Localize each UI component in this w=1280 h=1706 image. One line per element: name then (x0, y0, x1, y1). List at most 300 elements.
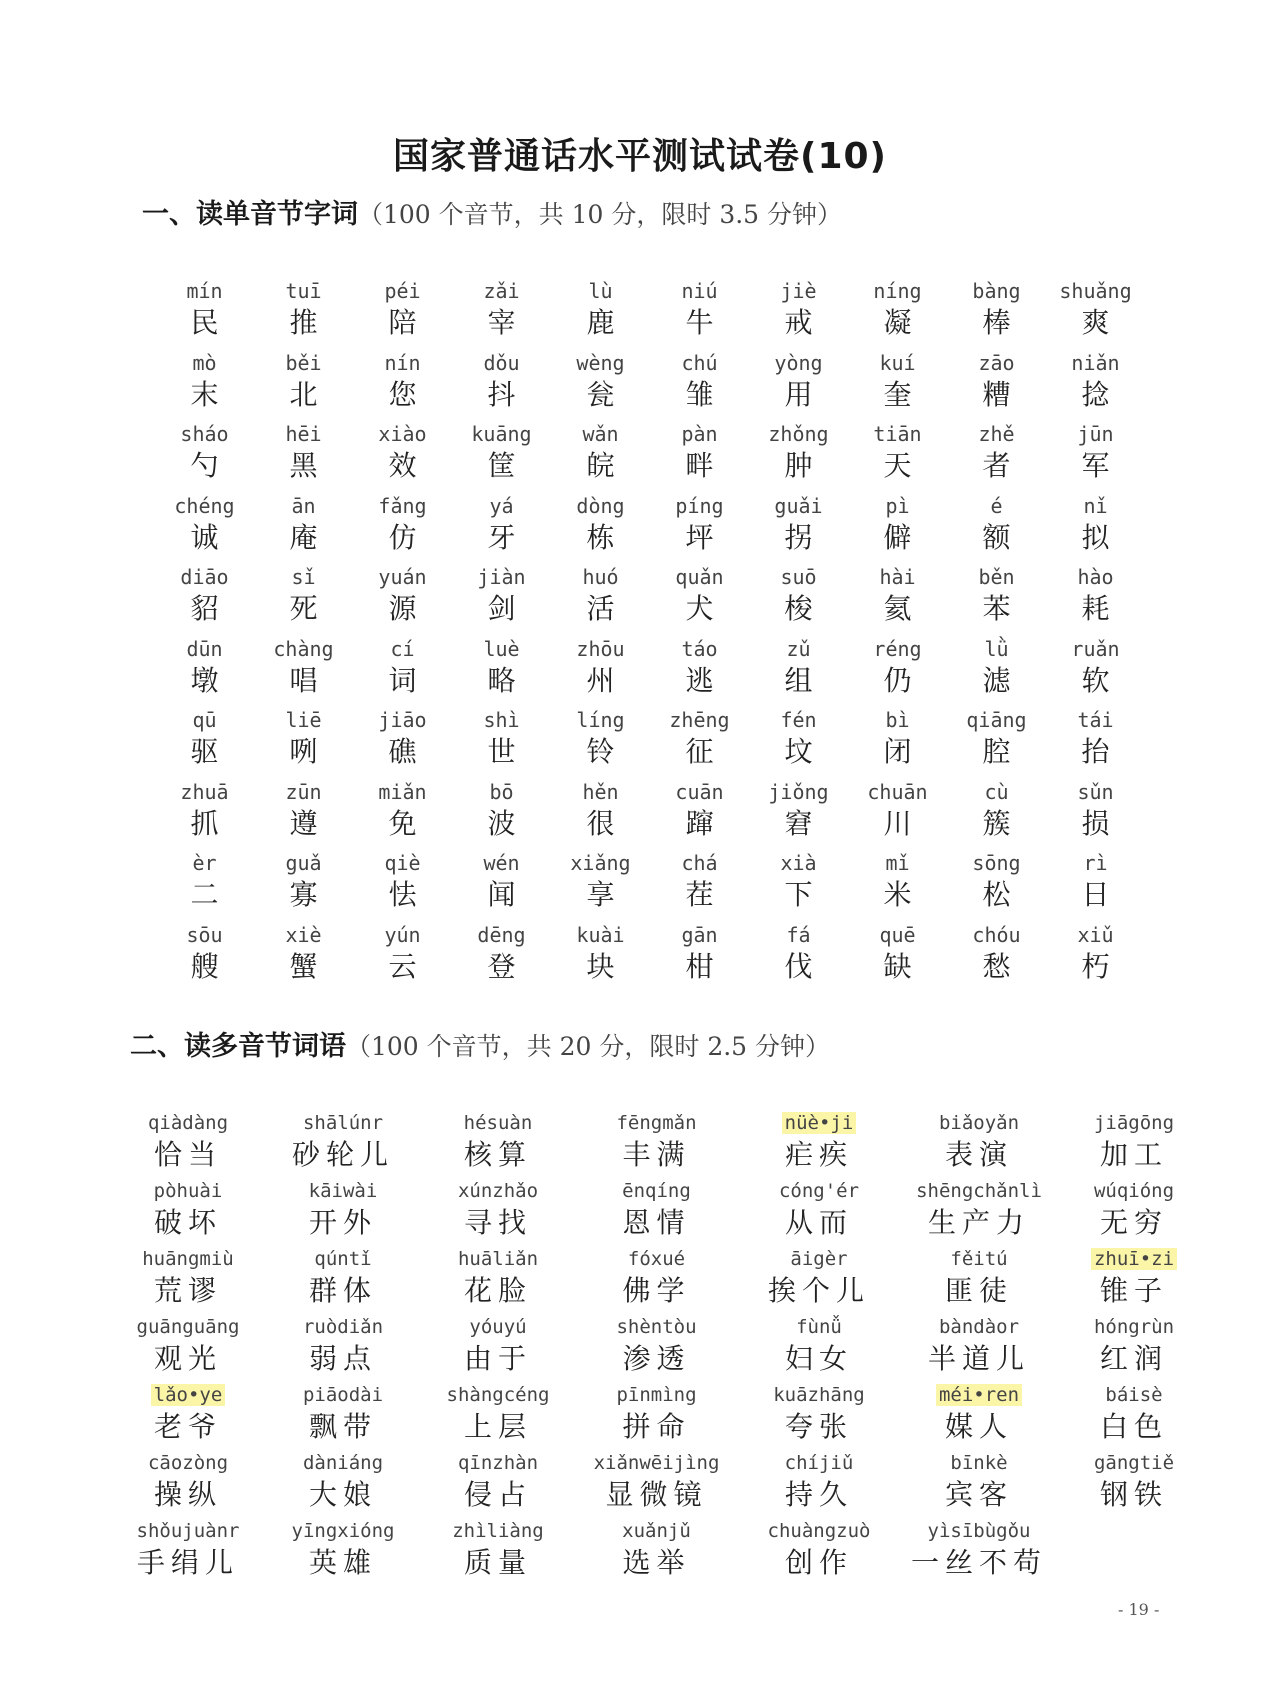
pinyin-text: jiāgōng (1093, 1112, 1175, 1134)
syllable-item (254, 276, 353, 348)
word-item (264, 1516, 422, 1584)
hanzi: 匪徒 (944, 1274, 1013, 1307)
pinyin: jūn (1077, 422, 1114, 446)
hanzi: 块 (586, 949, 615, 983)
pinyin: zūn (285, 779, 322, 804)
syllable-item (254, 562, 353, 634)
hanzi: 抬 (1081, 735, 1110, 768)
pinyin: tuī (285, 279, 322, 303)
hanzi: 活 (586, 592, 615, 625)
syllable-item (1046, 562, 1145, 634)
pinyin: nín (384, 350, 421, 375)
pinyin-text: shēngchǎnlì (916, 1180, 1042, 1202)
word-item (899, 1176, 1059, 1244)
pinyin-text: báisè (1105, 1384, 1163, 1406)
syllable-item (650, 705, 749, 777)
syllable-item (848, 705, 947, 777)
syllable-item (1046, 276, 1145, 348)
pinyin: chú (681, 350, 718, 375)
syllable-item (155, 920, 254, 992)
hanzi: 手绢儿 (136, 1546, 239, 1579)
syllable-item (947, 920, 1046, 992)
pinyin (422, 1380, 574, 1410)
syllable-item (650, 348, 749, 420)
pinyin: mín (186, 279, 223, 303)
word-item (422, 1108, 574, 1176)
pinyin: gān (681, 922, 718, 947)
pinyin: guǎi (774, 493, 823, 518)
hanzi: 天 (883, 449, 912, 482)
pinyin: zhōu (576, 636, 625, 661)
pinyin (112, 1176, 264, 1206)
word-item (739, 1312, 899, 1380)
hanzi: 弱点 (308, 1342, 377, 1375)
pinyin: hěn (582, 779, 619, 804)
pinyin-text: biǎoyǎn (938, 1112, 1020, 1134)
hanzi: 肿 (784, 449, 813, 482)
pinyin: guǎ (285, 851, 322, 875)
pinyin: miǎn (378, 779, 427, 804)
hanzi: 荒谬 (153, 1274, 222, 1307)
pinyin: dòng (576, 493, 625, 518)
pinyin (264, 1108, 422, 1138)
pinyin: sōng (972, 851, 1021, 875)
hanzi: 钢铁 (1099, 1478, 1168, 1511)
hanzi: 词 (388, 663, 417, 697)
word-item (422, 1244, 574, 1312)
hanzi: 怯 (388, 878, 417, 911)
highlighted-pinyin: lǎo•ye (151, 1384, 226, 1406)
pinyin (739, 1312, 899, 1342)
word-item (899, 1516, 1059, 1584)
syllable-item (452, 777, 551, 849)
syllable-item (452, 848, 551, 920)
pinyin: yòng (774, 350, 823, 375)
pinyin (112, 1380, 264, 1410)
pinyin-text: hóngrùn (1093, 1316, 1175, 1338)
hanzi: 下 (784, 878, 813, 911)
syllable-item (353, 562, 452, 634)
pinyin: shì (483, 708, 520, 732)
hanzi: 诚 (190, 520, 219, 554)
pinyin-text: huāngmiù (142, 1248, 234, 1270)
hanzi: 效 (388, 449, 417, 482)
hanzi: 英雄 (308, 1546, 377, 1579)
hanzi: 表演 (944, 1138, 1013, 1171)
hanzi: 氦 (883, 592, 912, 625)
hanzi: 寡 (289, 878, 318, 911)
syllable-item (848, 276, 947, 348)
pinyin: běn (978, 565, 1015, 589)
pinyin-text: fùnǚ (796, 1316, 842, 1338)
syllable-item (353, 777, 452, 849)
hanzi: 加工 (1099, 1138, 1168, 1171)
word-item (112, 1108, 264, 1176)
syllable-item (353, 348, 452, 420)
hanzi: 媒人 (944, 1410, 1013, 1443)
hanzi: 糟 (982, 377, 1011, 411)
hanzi: 享 (586, 878, 615, 911)
hanzi: 损 (1081, 806, 1110, 840)
hanzi: 渗透 (622, 1342, 691, 1375)
hanzi: 很 (586, 806, 615, 840)
hanzi: 死 (289, 592, 318, 625)
section1-heading (142, 192, 842, 231)
word-item (264, 1108, 422, 1176)
hanzi: 观光 (153, 1342, 222, 1375)
pinyin (574, 1312, 739, 1342)
hanzi: 畔 (685, 449, 714, 482)
hanzi: 二 (190, 878, 219, 911)
word-item (574, 1176, 739, 1244)
pinyin: kuāng (471, 422, 532, 446)
pinyin-text: bàndàor (938, 1316, 1020, 1338)
syllable-item (650, 562, 749, 634)
pinyin: cù (984, 779, 1009, 804)
monosyllable-grid (155, 276, 1145, 991)
page-title: 国家普通话水平测试试卷(10) (392, 136, 887, 177)
word-item (1059, 1176, 1209, 1244)
pinyin: rì (1083, 851, 1108, 875)
pinyin-text: zhìliàng (452, 1520, 544, 1542)
hanzi: 缺 (883, 949, 912, 983)
pinyin: ruǎn (1071, 636, 1120, 661)
hanzi: 推 (289, 306, 318, 339)
hanzi: 操纵 (153, 1478, 222, 1511)
word-item (112, 1380, 264, 1448)
syllable-item (155, 848, 254, 920)
pinyin-text: qúntǐ (314, 1248, 372, 1270)
section1-title: 一、读单音节字词 (142, 199, 358, 230)
pinyin: réng (873, 636, 922, 661)
syllable-item (551, 634, 650, 706)
hanzi: 疟疾 (784, 1138, 853, 1171)
pinyin-text: ruòdiǎn (302, 1316, 384, 1338)
syllable-item (254, 634, 353, 706)
hanzi: 额 (982, 520, 1011, 554)
syllable-item (1046, 491, 1145, 563)
hanzi: 州 (586, 663, 615, 697)
pinyin: níng (873, 279, 922, 303)
hanzi: 砂轮儿 (291, 1138, 394, 1171)
pinyin (264, 1516, 422, 1546)
pinyin: zhēng (669, 708, 730, 732)
pinyin: mò (192, 350, 217, 375)
hanzi: 波 (487, 806, 516, 840)
pinyin (422, 1108, 574, 1138)
hanzi: 咧 (289, 735, 318, 768)
hanzi: 耗 (1081, 592, 1110, 625)
syllable-item (551, 348, 650, 420)
syllable-item (749, 920, 848, 992)
pinyin: jiāo (378, 708, 427, 732)
pinyin (264, 1312, 422, 1342)
word-item (422, 1312, 574, 1380)
pinyin: kuí (879, 350, 916, 375)
word-item (422, 1176, 574, 1244)
syllable-item (848, 777, 947, 849)
hanzi: 拟 (1081, 520, 1110, 554)
syllable-item (452, 634, 551, 706)
hanzi: 牙 (487, 520, 516, 554)
pinyin-text: ēnqíng (622, 1180, 691, 1202)
syllable-item (947, 634, 1046, 706)
pinyin: xiǎng (570, 851, 631, 875)
pinyin-text: fěitú (950, 1248, 1008, 1270)
hanzi: 簇 (982, 806, 1011, 840)
syllable-item (947, 348, 1046, 420)
hanzi: 庵 (289, 520, 318, 554)
hanzi: 闻 (487, 878, 516, 911)
pinyin: zhuā (180, 779, 229, 804)
syllable-item (947, 848, 1046, 920)
word-item (899, 1108, 1059, 1176)
hanzi: 坟 (784, 735, 813, 768)
hanzi: 朽 (1081, 949, 1110, 983)
word-item (739, 1448, 899, 1516)
syllable-item (1046, 634, 1145, 706)
hanzi: 由于 (463, 1342, 532, 1375)
pinyin (422, 1244, 574, 1274)
hanzi: 梭 (784, 592, 813, 625)
highlighted-pinyin: zhuī•zi (1091, 1248, 1177, 1270)
hanzi: 世 (487, 735, 516, 768)
hanzi: 犬 (685, 592, 714, 625)
pinyin (1059, 1244, 1209, 1274)
hanzi: 棒 (982, 306, 1011, 339)
pinyin (574, 1448, 739, 1478)
word-item (422, 1380, 574, 1448)
pinyin: liē (285, 708, 322, 732)
syllable-item (353, 848, 452, 920)
pinyin: kuài (576, 922, 625, 947)
syllable-item (551, 848, 650, 920)
word-item (574, 1516, 739, 1584)
hanzi: 花脸 (463, 1274, 532, 1307)
pinyin (574, 1108, 739, 1138)
hanzi: 破坏 (153, 1206, 222, 1239)
syllable-item (155, 348, 254, 420)
syllable-item (452, 491, 551, 563)
hanzi: 宾客 (944, 1478, 1013, 1511)
pinyin: xiào (378, 422, 427, 446)
pinyin-text: shālúnr (302, 1112, 384, 1134)
pinyin: qū (192, 708, 217, 732)
hanzi: 柑 (685, 949, 714, 983)
syllable-item (254, 777, 353, 849)
pinyin (112, 1108, 264, 1138)
pinyin: líng (576, 708, 625, 732)
pinyin: tái (1077, 708, 1114, 732)
syllable-item (551, 777, 650, 849)
word-item (264, 1380, 422, 1448)
pinyin: chàng (273, 636, 334, 661)
hanzi: 质量 (463, 1546, 532, 1579)
pinyin-text: dàniáng (302, 1452, 384, 1474)
pinyin-text: huāliǎn (457, 1248, 539, 1270)
word-item (899, 1380, 1059, 1448)
hanzi: 您 (388, 377, 417, 411)
pinyin: qiāng (966, 708, 1027, 732)
syllable-item (848, 634, 947, 706)
pinyin: zhǒng (768, 422, 829, 446)
pinyin: wén (483, 851, 520, 875)
hanzi: 瓮 (586, 377, 615, 411)
pinyin-text: chíjiǔ (784, 1452, 854, 1474)
hanzi: 凝 (883, 306, 912, 339)
syllable-item (155, 276, 254, 348)
pinyin: qiè (384, 851, 421, 875)
pinyin (112, 1244, 264, 1274)
pinyin: nǐ (1083, 493, 1108, 518)
pinyin-text: cāozòng (147, 1452, 229, 1474)
hanzi: 苯 (982, 592, 1011, 625)
pinyin (422, 1176, 574, 1206)
syllable-item (749, 848, 848, 920)
hanzi: 大娘 (308, 1478, 377, 1511)
hanzi: 礁 (388, 735, 417, 768)
syllable-item (452, 920, 551, 992)
pinyin: tiān (873, 422, 922, 446)
hanzi: 闭 (883, 735, 912, 768)
pinyin-text: hésuàn (463, 1112, 533, 1134)
syllable-item (353, 491, 452, 563)
pinyin (112, 1516, 264, 1546)
hanzi: 抖 (487, 377, 516, 411)
pinyin: bàng (972, 279, 1021, 303)
hanzi: 窘 (784, 806, 813, 840)
section2-note: （100 个音节，共 20 分，限时 2.5 分钟） (346, 1032, 831, 1061)
pinyin (899, 1516, 1059, 1546)
hanzi: 蟹 (289, 949, 318, 983)
syllable-item (551, 276, 650, 348)
syllable-item (353, 419, 452, 491)
pinyin (1059, 1380, 1209, 1410)
pinyin: luè (483, 636, 520, 661)
pinyin-text: piāodài (302, 1384, 384, 1406)
syllable-item (947, 491, 1046, 563)
syllable-item (155, 491, 254, 563)
hanzi: 老爷 (153, 1410, 222, 1443)
pinyin-text: guānguāng (136, 1316, 240, 1338)
hanzi: 锥子 (1099, 1274, 1168, 1307)
pinyin (899, 1176, 1059, 1206)
pinyin-text: qīnzhàn (457, 1452, 539, 1474)
pinyin: péi (384, 279, 421, 303)
pinyin: yún (384, 922, 421, 947)
syllable-item (749, 348, 848, 420)
pinyin-text: xúnzhǎo (457, 1180, 539, 1202)
pinyin: zǎi (483, 279, 520, 303)
pinyin: sǐ (291, 565, 316, 589)
pinyin: hēi (285, 422, 322, 446)
syllable-item (650, 777, 749, 849)
word-item (899, 1448, 1059, 1516)
pinyin: wǎn (582, 422, 619, 446)
pinyin: diāo (180, 565, 229, 589)
pinyin (899, 1448, 1059, 1478)
hanzi: 筐 (487, 449, 516, 482)
pinyin: sǔn (1077, 779, 1114, 804)
hanzi: 一丝不苟 (910, 1546, 1047, 1579)
word-item (899, 1312, 1059, 1380)
hanzi: 生产力 (927, 1206, 1030, 1239)
page-number: - 19 - (1118, 1600, 1160, 1619)
hanzi: 宰 (487, 306, 516, 339)
hanzi: 愁 (982, 949, 1011, 983)
syllable-item (749, 705, 848, 777)
word-item (1059, 1108, 1209, 1176)
word-item (739, 1516, 899, 1584)
syllable-item (1046, 419, 1145, 491)
hanzi: 奎 (883, 377, 912, 411)
syllable-item (650, 920, 749, 992)
word-item (574, 1108, 739, 1176)
hanzi: 貂 (190, 592, 219, 625)
pinyin: jiàn (477, 565, 526, 589)
pinyin (739, 1448, 899, 1478)
section2-title: 二、读多音节词语 (130, 1031, 346, 1062)
syllable-item (353, 276, 452, 348)
pinyin-text: yīngxióng (291, 1520, 395, 1542)
pinyin-text: shǒujuànr (136, 1520, 240, 1542)
pinyin: shuǎng (1059, 279, 1132, 303)
hanzi: 抓 (190, 806, 219, 840)
pinyin: niú (681, 279, 718, 303)
hanzi: 坪 (685, 520, 714, 554)
pinyin (112, 1312, 264, 1342)
pinyin: lǜ (984, 636, 1009, 661)
syllable-item (254, 419, 353, 491)
word-item (264, 1448, 422, 1516)
hanzi: 丰满 (622, 1138, 691, 1171)
hanzi: 剑 (487, 592, 516, 625)
hanzi: 用 (784, 377, 813, 411)
syllable-item (1046, 848, 1145, 920)
syllable-item (947, 705, 1046, 777)
hanzi: 艘 (190, 949, 219, 983)
hanzi: 拼命 (622, 1410, 691, 1443)
section2-heading (130, 1024, 830, 1063)
word-item (264, 1244, 422, 1312)
pinyin: huó (582, 565, 619, 589)
word-item (112, 1516, 264, 1584)
pinyin (574, 1176, 739, 1206)
hanzi: 免 (388, 806, 417, 840)
hanzi: 民 (190, 306, 219, 339)
hanzi: 日 (1081, 878, 1110, 911)
pinyin (112, 1448, 264, 1478)
pinyin (574, 1244, 739, 1274)
syllable-item (848, 562, 947, 634)
syllable-item (650, 419, 749, 491)
word-item (112, 1244, 264, 1312)
hanzi: 捻 (1081, 377, 1110, 411)
pinyin: dǒu (483, 350, 520, 375)
pinyin: cí (390, 636, 415, 661)
syllable-item (155, 419, 254, 491)
syllable-item (848, 491, 947, 563)
pinyin (574, 1516, 739, 1546)
hanzi: 核算 (463, 1138, 532, 1171)
syllable-item (749, 777, 848, 849)
syllable-item (947, 562, 1046, 634)
pinyin: bì (885, 708, 910, 732)
word-item (422, 1448, 574, 1516)
pinyin: zāo (978, 350, 1015, 375)
pinyin: quǎn (675, 565, 724, 589)
pinyin: chéng (174, 493, 235, 518)
